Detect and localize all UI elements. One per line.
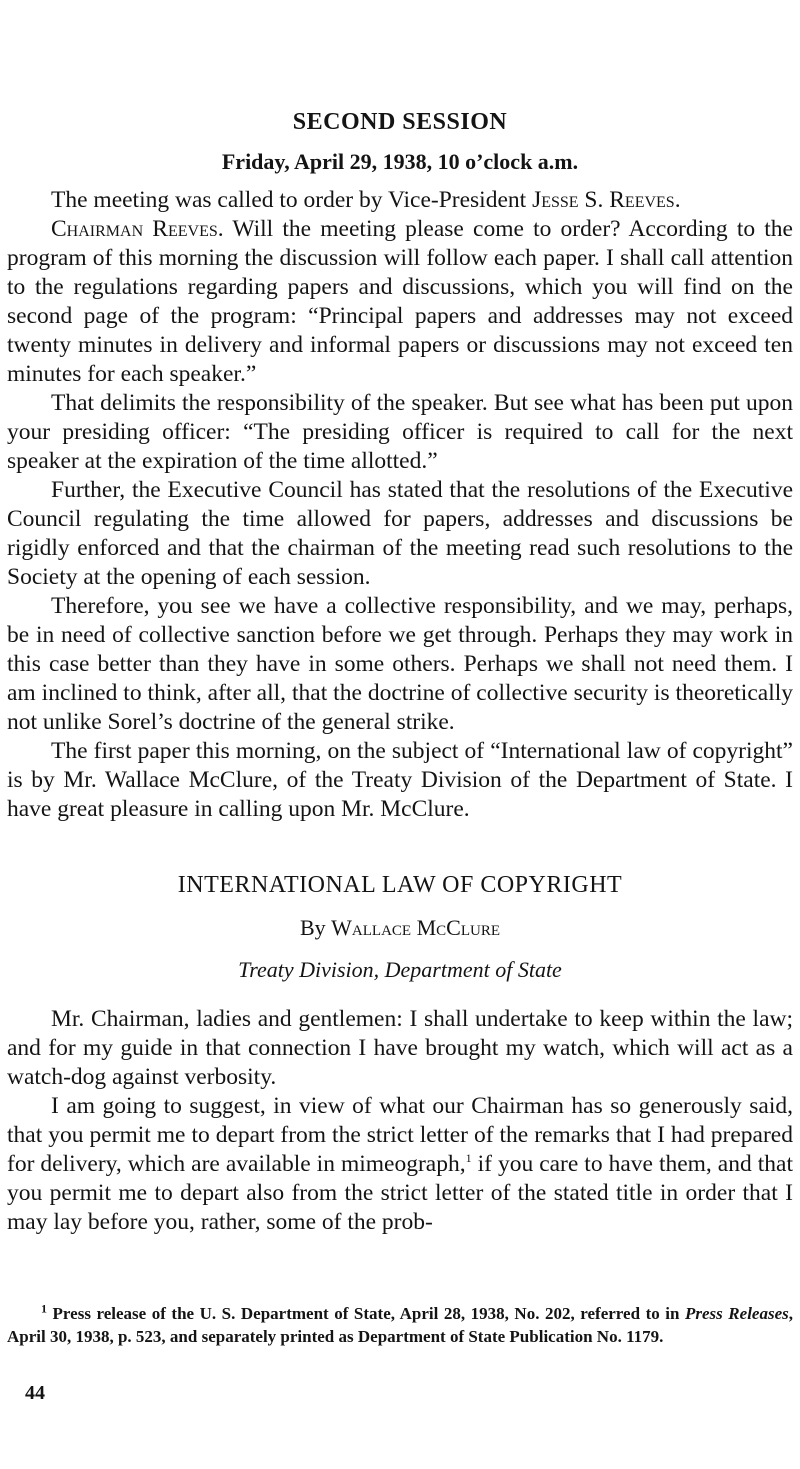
page-number: 44 [25,1382,45,1404]
paragraph-first-paper-intro: The first paper this morning, on the subject of “International law of copyright” is by Mr. Wallace McClure, of the Treaty Division of the Department of State. I have great pleasure in calling upon Mr. McClure. [7,738,793,822]
paragraph-responsibility: That delimits the responsibility of the speaker. But see what has been put upon your presiding officer: “The presiding officer is required to call for the next speaker at the expiration of the time allotted.” [7,390,793,474]
session-heading: SECOND SESSION [292,109,508,135]
footnote-reference: 1 [465,1151,472,1166]
speaker-label: Chairman Reeves [51,216,218,242]
paper-affiliation: Treaty Division, Department of State [238,957,562,982]
speaker-name: Jesse S. Reeves [532,187,675,213]
paper-text [7,1005,793,1237]
paper-title: INTERNATIONAL LAW OF COPYRIGHT [177,872,623,898]
paragraph-executive-council: Further, the Executive Council has stated that the resolutions of the Executive Council regulating the time allowed for papers, addresses and discussions be rigidly enforced and that the chairman of the meeting read such resolutions to the Society at the opening of each session. [7,477,793,590]
session-date: Friday, April 29, 1938, 10 o’clock a.m. [221,149,579,174]
paragraph-paper-suggestion: I am going to suggest, in view of what our Chairman has so generously said, that you permit me to depart from the strict letter of the remarks that I had prepared for delivery, which are available in mimeograph,$^1$ if you care to have them, and that you permit me to depart also from the strict letter of the stated title in order that I may lay before you, rather, some of the prob- [7,1093,793,1235]
footnote-marker: 1 [41,1301,47,1316]
footnote-publication-title: Press Releases [685,1304,789,1323]
footnote: $^1$ Press release of the U. S. Department of State, April 28, 1938, No. 202, referred to in Press Releases, April 30, 1938, p. 523, and separately printed as Department of State Publication No. 1179. [7,1301,793,1346]
session-opening-text [7,186,793,824]
paragraph-paper-opening: Mr. Chairman, ladies and gentlemen: I shall undertake to keep within the law; and for my guide in that connection I have brought my watch, which will act as a watch-dog against verbosity. [7,1006,793,1090]
paragraph-collective-responsibility: Therefore, you see we have a collective responsibility, and we may, perhaps, be in need of collective sanction before we get through. Perhaps they may work in this case better than they have in some others. Perhaps we shall not need them. I am inclined to think, after all, that the doctrine of collective security is theoretically not unlike Sorel’s doctrine of the general strike. [7,593,793,735]
paragraph-call-to-order: The meeting was called to order by Vice-President Jesse S. Reeves. [51,187,681,213]
paragraph-chairman-remarks: Chairman Reeves. Will the meeting please come to order? According to the program of this morning the discussion will follow each paper. I shall call attention to the regulations regarding papers and discussions, which you will find on the second page of the program: “Principal papers and addresses may not exceed twenty minutes in delivery and informal papers or discussions may not exceed ten minutes for each speaker.” [7,216,793,387]
paper-byline: By Wallace McClure [299,915,500,940]
paper-author: Wallace McClure [331,915,500,940]
